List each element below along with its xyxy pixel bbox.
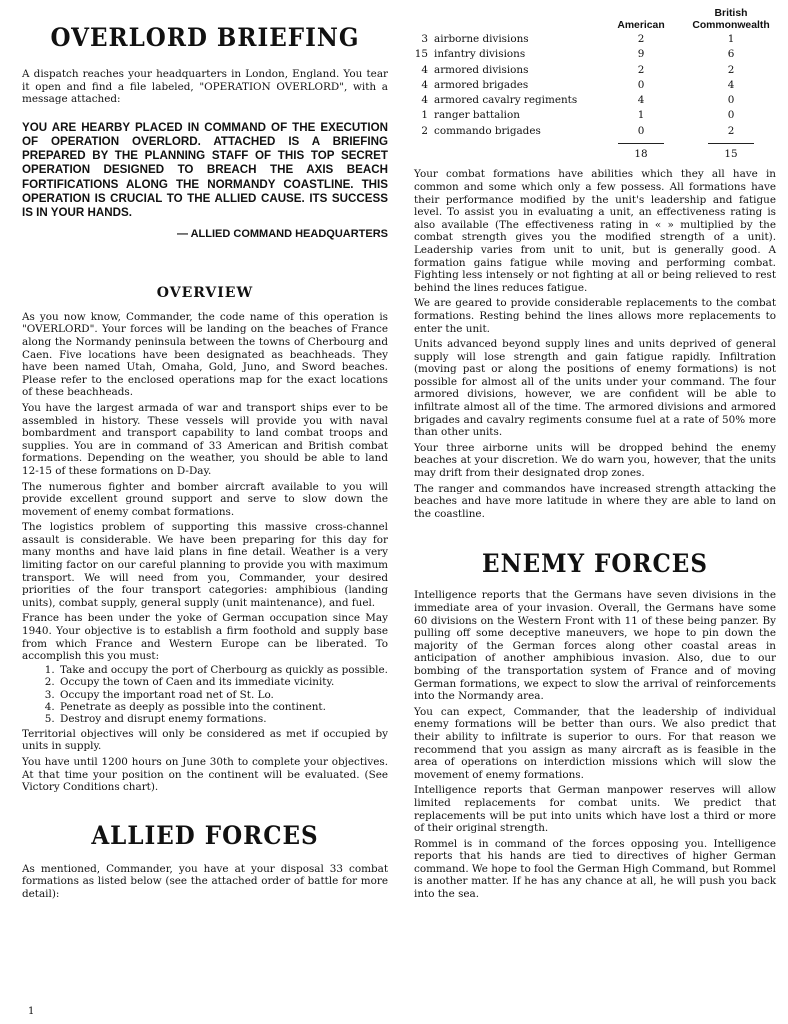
total-british: 15 [724,148,738,161]
unit-row [414,108,776,123]
left-column [22,0,388,904]
unit-qty: 1 [421,109,428,122]
total-rule-british [686,139,776,147]
formations-paragraph-4: Your three airborne units will be dropped behind the enemy beaches at your discretion. We do warn you, however, that the units may drift from their designated drop zones. [414,441,776,480]
objective-item: 2. Occupy the town of Caen and its immediate vicinity. [58,676,388,688]
forces-table [414,8,776,162]
formations-paragraph-3: Units advanced beyond supply lines and units deprived of general supply will lose strength and gain fatigue rapidly. Infiltration (moving past or along the positions of enemy formations) is not possible for almost all of the units under your command. The four armored divisions, however, we are confident will be able to infiltrate almost all of the time. The armored divisions and armored brigades and cavalry regiments consume fuel at a rate of 50% more than other units. [414,338,776,439]
overview-paragraph-3: The numerous fighter and bomber aircraft available to you will provide excellent ground support and serve to slow down the movement of enemy combat formations. [22,480,388,518]
unit-row [414,32,776,47]
unit-american: 9 [637,48,645,61]
unit-type: armored brigades [434,78,529,91]
unit-qty: 15 [414,48,428,61]
allied-forces-heading: ALLIED FORCES [91,820,319,851]
formations-paragraph-5: The ranger and commandos have increased strength attacking the beaches and have more latitude in where they are able to land on the coastline. [414,482,776,520]
unit-row [414,78,776,93]
enemy-paragraph-4: Rommel is in command of the forces opposing you. Intelligence reports that his hands are tied to directives of higher German command. We hope to fool the German High Command, but Rommel is another matter. If he has any chance at all, he will push you back into the sea. [414,837,776,901]
formations-paragraph-1: Your combat formations have abilities which they all have in common and some which only a few possess. All formations have their performance modified by the unit's leadership and fatigue level. To assist you in evaluating a unit, an effectiveness rating is also available (The effectiveness rating in « » multiplied by the combat strength gives you the modified strength of a unit). Leadership varies from unit to unit, but is generally good. A formation gains fatigue while moving and performing combat. Fighting less intensely or not fighting at all or being relieved to rest behind the lines reduces fatigue. [414,168,776,294]
objective-item: 3. Occupy the important road net of St. Lo. [58,689,388,701]
briefing-title: OVERLORD BRIEFING [50,22,360,53]
unit-type: airborne divisions [434,33,529,45]
objective-item: 5. Destroy and disrupt enemy formations. [58,713,388,725]
unit-row [414,63,776,78]
enemy-paragraph-3: Intelligence reports that German manpower reserves will allow limited replacements for combat units. We predict that replacements will be put into units which have lost a third or more of their original strength. [414,784,776,835]
overview-paragraph-4: The logistics problem of supporting this massive cross-channel assault is considerable. We have been preparing for this day for many months and have laid plans in fine detail. Weather is a very limiting factor on our careful planning to provide you with maximum transport. We will need from you, Commander, your desired priorities of the four transport categories: amphibious (landing units), combat supply, general supply (unit maintenance), and fuel. [22,521,388,609]
unit-american: 0 [637,78,645,91]
unit-british: 4 [727,78,735,91]
unit-american: 2 [637,63,645,76]
unit-rows [414,32,776,139]
overview-paragraph-5: France has been under the yoke of German occupation since May 1940. Your objective is to establish a firm foothold and supply base from which France and Western Europe can be liberated. To accomplish this you must: [22,612,388,663]
overview-paragraph-2: You have the largest armada of war and transport ships ever to be assembled in history. These vessels will provide you with naval bombardment and transport capability to land combat troops and supplies. You are in command of 33 American and British combat formations. Depending on the weather, you should be able to land 12-15 of these formations on D-Day. [22,401,388,477]
allied-paragraph: As mentioned, Commander, you have at your disposal 33 combat formations as listed below (see the attached order of battle for more detail): [22,862,388,901]
unit-american: 4 [637,94,645,107]
total-rule-american [596,139,686,147]
enemy-forces-heading: ENEMY FORCES [482,549,708,579]
page-number: 1 [28,1006,35,1017]
unit-row [414,124,776,139]
unit-type: armored cavalry regiments [434,94,578,107]
objective-item: 4. Penetrate as deeply as possible into the continent. [58,701,388,713]
overview-paragraph-1: As you now know, Commander, the code name of this operation is "OVERLORD". Your forces will be landing on the beaches of France along the Normandy peninsula between the towns of Cherbourg and Caen. Five locations have been designated as beachheads. They have been named Utah, Omaha, Gold, Juno, and Sword beaches. Please refer to the enclosed operations map for the exact locations of these beachheads. [22,310,388,399]
unit-british: 2 [727,63,735,76]
unit-row [414,93,776,108]
objective-item: 1. Take and occupy the port of Cherbourg as quickly as possible. [58,664,388,676]
header-british-line2: Commonwealth [692,20,770,31]
unit-qty: 4 [421,94,428,107]
enemy-paragraph-1: Intelligence reports that the Germans have seven divisions in the immediate area of your invasion. Overall, the Germans have some 60 divisions on the Western Front with 11 of these being panzer. By pulling off some deceptive maneuvers, we hope to pin down the majority of the German forces along other coastal areas in anticipation of another amphibious invasion. Also, due to our bombing of the transportation system of France and of moving German formations, we expect to slow the arrival of reinforcements into the Normandy area. [414,589,776,703]
intro-paragraph: A dispatch reaches your headquarters in London, England. You tear it open and find a file labeled, "OPERATION OVERLORD", with a message attached: [22,68,388,106]
unit-american: 0 [637,124,645,137]
command-message: YOU ARE HEARBY PLACED IN COMMAND OF THE EXECUTION OF OPERATION OVERLORD. ATTACHED IS A BRIEFING PREPARED BY THE PLANNING STAFF OF THIS TOP SECRET OPERATION DESIGNED TO BREACH THE AXIS BEACH FORTIFICATIONS ALONG THE NORMANDY COASTLINE. THIS OPERATION IS CRUCIAL TO THE ALLIED CAUSE. ITS SUCCESS IS IN YOUR HANDS. [22,120,388,219]
deadline-paragraph: You have until 1200 hours on June 30th to complete your objectives. At that time your position on the continent will be evaluated. (See Victory Conditions chart). [22,756,388,794]
formations-paragraph-2: We are geared to provide considerable replacements to the combat formations. Resting behind the lines allows more replacements to enter the unit. [414,297,776,335]
unit-qty: 4 [421,78,428,91]
signature: — ALLIED COMMAND HEADQUARTERS [176,228,388,241]
right-column [414,8,776,904]
unit-british: 6 [727,48,735,61]
enemy-paragraph-2: You can expect, Commander, that the leadership of individual enemy formations will be better than ours. We also predict that their ability to infiltrate is superior to ours. For that reason we recommend that you assign as many aircraft as is feasible in the area of operations on interdiction missions which will slow the movement of enemy formations. [414,705,776,781]
formations-section [414,168,776,520]
territorial-paragraph: Territorial objectives will only be considered as met if occupied by units in supply. [22,727,388,753]
unit-row [414,47,776,62]
objectives-list [22,664,388,726]
header-british-line1: British [714,8,748,19]
header-american: American [617,20,665,31]
unit-british: 1 [727,33,735,45]
total-american: 18 [634,148,648,161]
unit-qty: 4 [421,63,428,76]
unit-qty: 2 [421,124,428,137]
unit-type: ranger battalion [434,109,520,122]
unit-british: 0 [727,94,735,107]
unit-american: 1 [637,109,645,122]
unit-type: armored divisions [434,63,529,76]
unit-qty: 3 [421,33,428,45]
unit-british: 2 [727,124,735,137]
unit-american: 2 [637,33,645,45]
unit-type: commando brigades [434,124,541,137]
unit-type: infantry divisions [434,48,526,61]
overview-heading: OVERVIEW [156,284,254,301]
unit-british: 0 [727,109,735,122]
